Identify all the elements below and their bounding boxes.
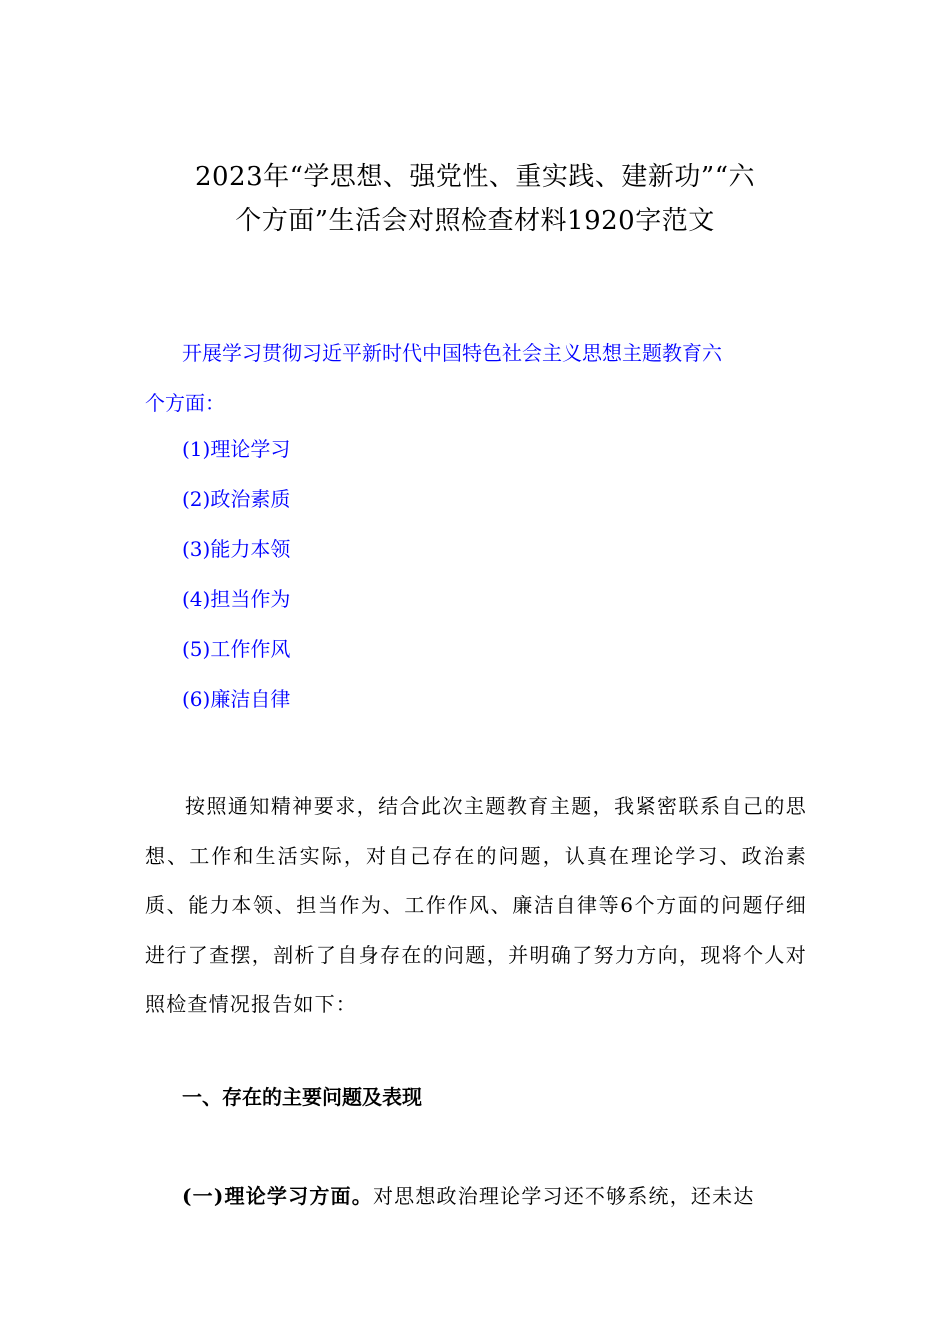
aspect-item-political-quality: (2)政治素质 — [182, 487, 291, 511]
intro-line-1: 开展学习贯彻习近平新时代中国特色社会主义思想主题教育六 — [182, 341, 722, 365]
section-heading: 一、存在的主要问题及表现 — [182, 1085, 422, 1109]
subsection-text: 对思想政治理论学习还不够系统，还未达 — [372, 1184, 755, 1208]
intro-line-2: 个方面： — [145, 391, 225, 415]
document-title — [140, 155, 810, 243]
subsection-label: (一)理论学习方面。 — [182, 1184, 373, 1208]
body-paragraph: 按照通知精神要求，结合此次主题教育主题，我紧密联系自己的思想、工作和生活实际，对自己存在的问题，认真在理论学习、政治素质、能力本领、担当作为、工作作风、廉洁自律等6个方面的问题仔细进行了查摆，剖析了自身存在的问题，并明确了努力方向，现将个人对照检查情况报告如下： — [145, 794, 807, 1016]
subsection-line — [182, 1183, 755, 1209]
aspect-item-theory-study: (1)理论学习 — [182, 437, 291, 461]
aspect-item-ability: (3)能力本领 — [182, 537, 291, 561]
title-line-1: 2023年“学思想、强党性、重实践、建新功”“六 — [194, 162, 756, 192]
title-line-2: 个方面”生活会对照检查材料1920字范文 — [235, 206, 715, 236]
aspect-item-integrity: (6)廉洁自律 — [182, 687, 291, 711]
aspect-item-work-style: (5)工作作风 — [182, 637, 291, 661]
aspect-item-responsibility: (4)担当作为 — [182, 587, 291, 611]
